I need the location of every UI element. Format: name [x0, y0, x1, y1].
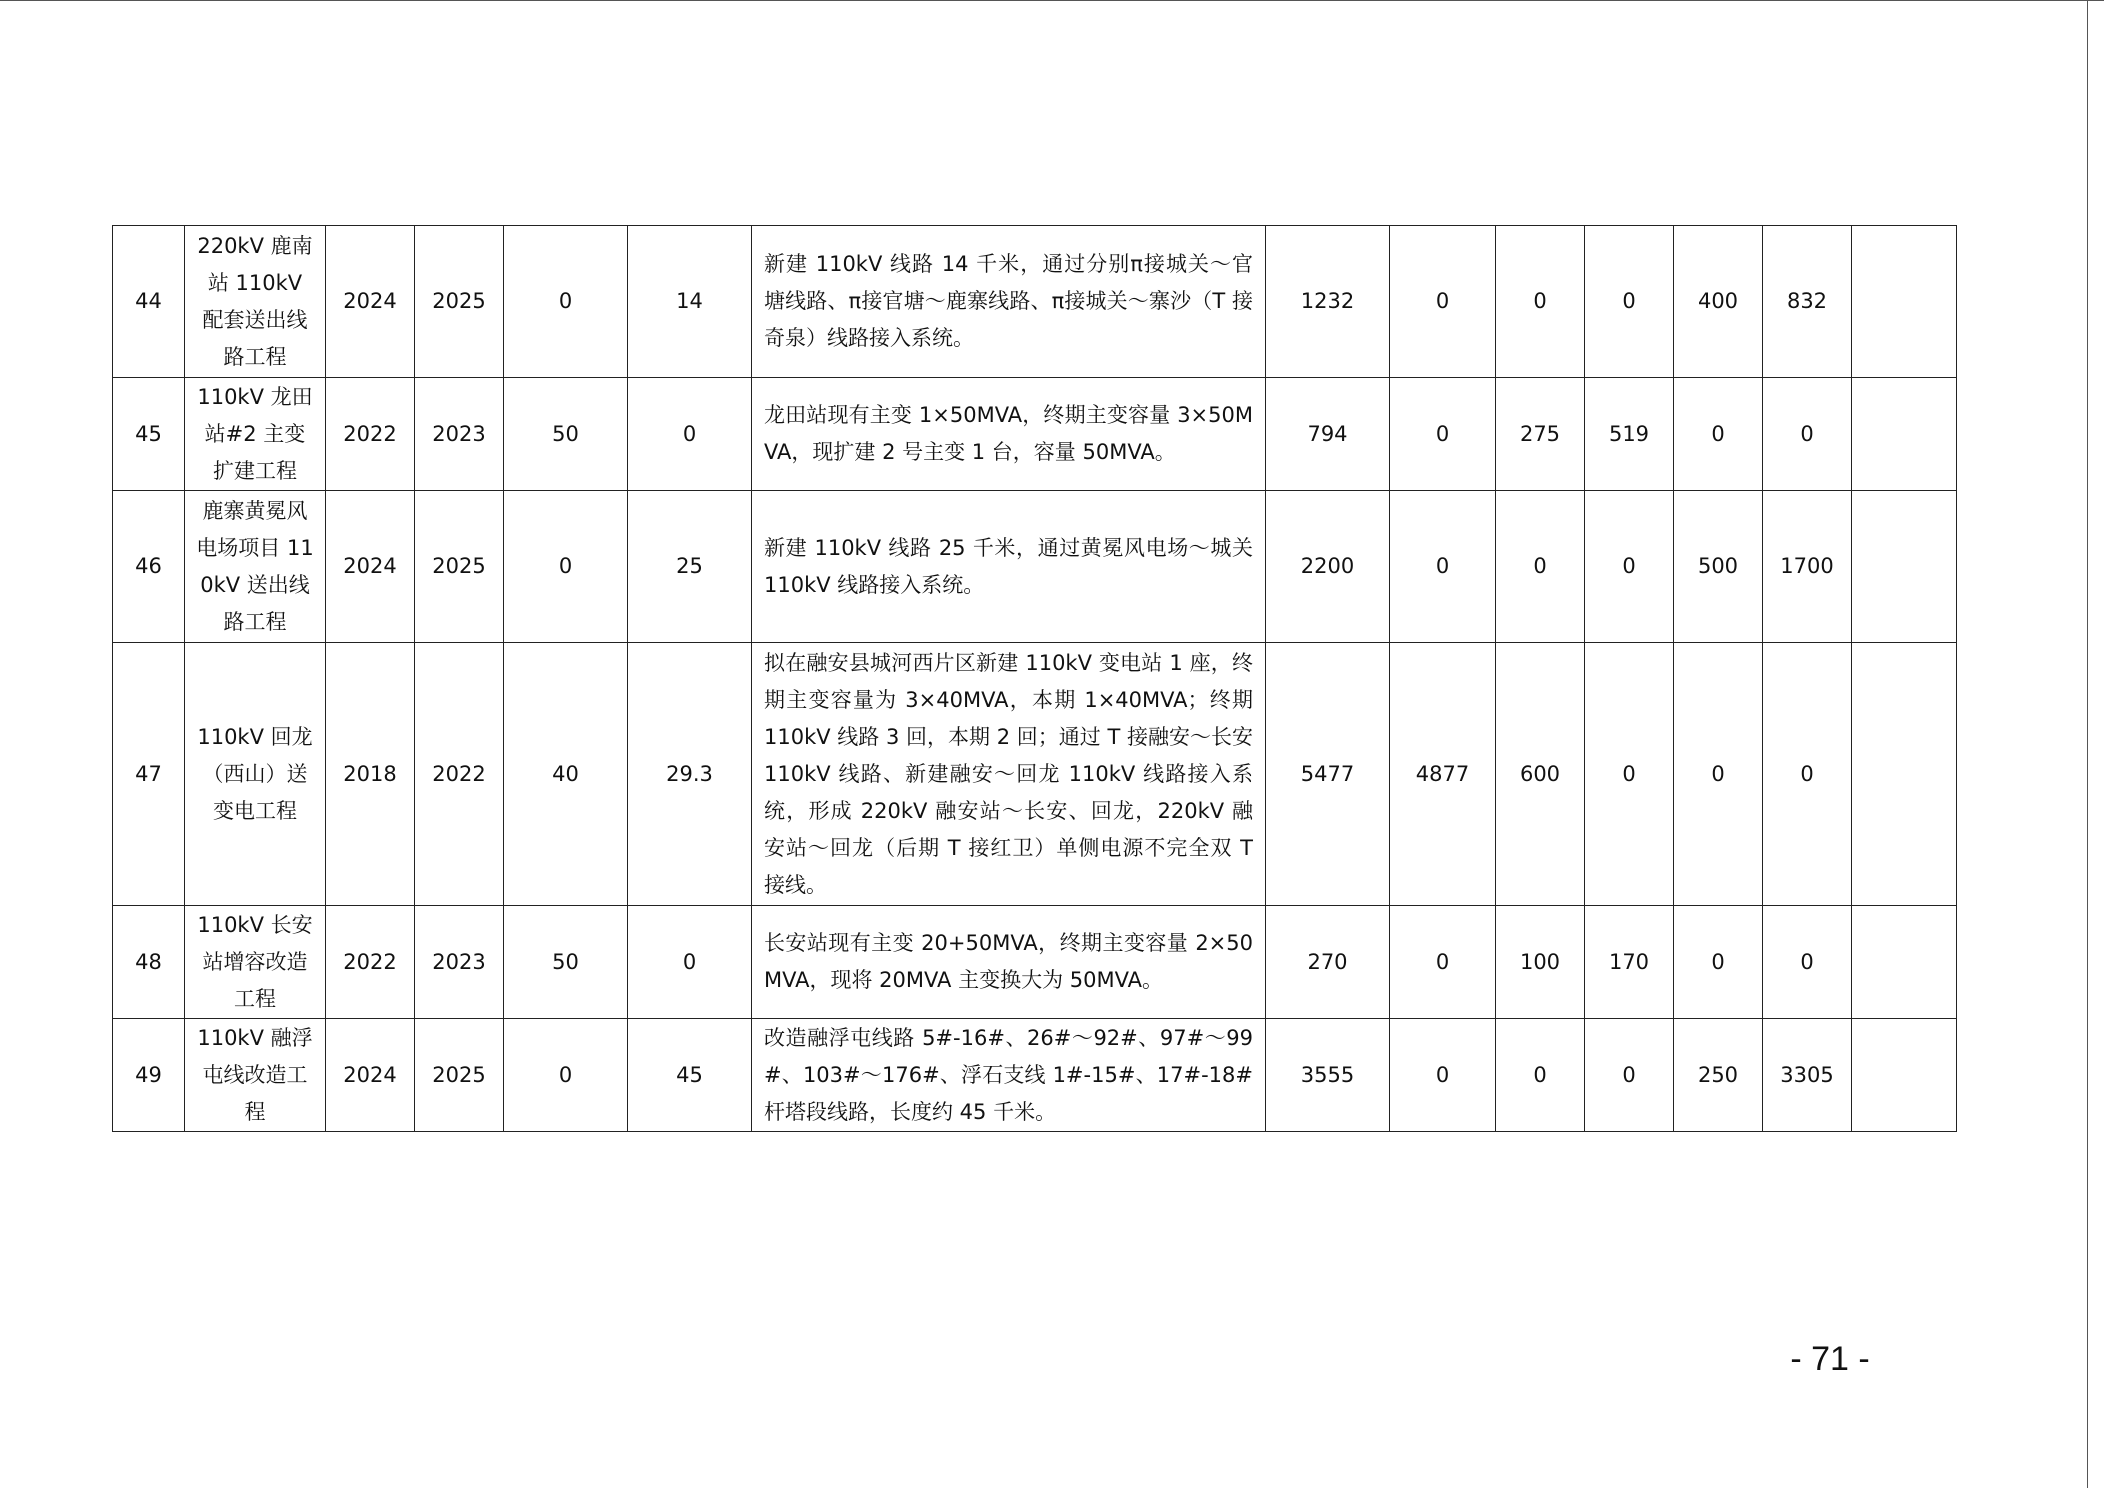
cell-end-year: 2025 [415, 1019, 504, 1132]
cell-total-investment: 1232 [1266, 226, 1390, 378]
page-right-border [2087, 0, 2088, 1488]
cell-value-5: 0 [1763, 378, 1852, 491]
cell-description: 拟在融安县城河西片区新建 110kV 变电站 1 座，终期主变容量为 3×40MVA，本期 1×40MVA；终期 110kV 线路 3 回，本期 2 回；通过 T 接融安～长安 110kV 线路、新建融安～回龙 110kV 线路接入系统，形成 220kV 融安站～长安、回龙，220kV 融安站～回龙（后期 T 接红卫）单侧电源不完全双 T 接线。 [752, 643, 1266, 906]
cell-value-1: 0 [1390, 906, 1496, 1019]
cell-project-name: 110kV 融浮屯线改造工程 [185, 1019, 326, 1132]
cell-end-year: 2025 [415, 226, 504, 378]
cell-capacity: 50 [504, 378, 628, 491]
cell-end-year: 2025 [415, 491, 504, 643]
cell-line-length: 0 [628, 906, 752, 1019]
cell-no: 45 [113, 378, 185, 491]
cell-total-investment: 794 [1266, 378, 1390, 491]
cell-project-name: 220kV 鹿南站 110kV 配套送出线路工程 [185, 226, 326, 378]
cell-value-3: 170 [1585, 906, 1674, 1019]
cell-note [1852, 226, 1957, 378]
cell-end-year: 2022 [415, 643, 504, 906]
cell-value-1: 0 [1390, 226, 1496, 378]
cell-line-length: 29.3 [628, 643, 752, 906]
cell-no: 44 [113, 226, 185, 378]
cell-total-investment: 2200 [1266, 491, 1390, 643]
page-top-border [0, 0, 2104, 1]
cell-value-1: 0 [1390, 1019, 1496, 1132]
page-number: - 71 - [1790, 1340, 1870, 1378]
cell-no: 49 [113, 1019, 185, 1132]
cell-line-length: 14 [628, 226, 752, 378]
cell-value-5: 3305 [1763, 1019, 1852, 1132]
cell-no: 48 [113, 906, 185, 1019]
project-table [112, 225, 1957, 1132]
cell-note [1852, 378, 1957, 491]
cell-value-5: 832 [1763, 226, 1852, 378]
cell-value-2: 100 [1496, 906, 1585, 1019]
cell-line-length: 45 [628, 1019, 752, 1132]
cell-capacity: 0 [504, 491, 628, 643]
cell-value-3: 0 [1585, 643, 1674, 906]
cell-note [1852, 906, 1957, 1019]
cell-value-1: 4877 [1390, 643, 1496, 906]
cell-description: 新建 110kV 线路 25 千米，通过黄冕风电场～城关 110kV 线路接入系统。 [752, 491, 1266, 643]
cell-value-4: 500 [1674, 491, 1763, 643]
cell-total-investment: 270 [1266, 906, 1390, 1019]
cell-description: 改造融浮屯线路 5#-16#、26#～92#、97#～99#、103#～176#、浮石支线 1#-15#、17#-18#杆塔段线路，长度约 45 千米。 [752, 1019, 1266, 1132]
cell-value-2: 600 [1496, 643, 1585, 906]
cell-end-year: 2023 [415, 906, 504, 1019]
cell-start-year: 2024 [326, 1019, 415, 1132]
cell-capacity: 0 [504, 1019, 628, 1132]
cell-value-4: 250 [1674, 1019, 1763, 1132]
cell-value-4: 0 [1674, 643, 1763, 906]
cell-no: 47 [113, 643, 185, 906]
cell-project-name: 110kV 长安站增容改造工程 [185, 906, 326, 1019]
cell-value-5: 0 [1763, 906, 1852, 1019]
table-row [113, 643, 1957, 906]
cell-value-5: 0 [1763, 643, 1852, 906]
cell-no: 46 [113, 491, 185, 643]
cell-value-2: 0 [1496, 1019, 1585, 1132]
cell-note [1852, 643, 1957, 906]
cell-value-3: 0 [1585, 491, 1674, 643]
cell-value-2: 0 [1496, 491, 1585, 643]
cell-value-5: 1700 [1763, 491, 1852, 643]
cell-value-3: 0 [1585, 1019, 1674, 1132]
cell-capacity: 50 [504, 906, 628, 1019]
cell-value-4: 0 [1674, 378, 1763, 491]
cell-value-3: 0 [1585, 226, 1674, 378]
cell-note [1852, 491, 1957, 643]
cell-line-length: 25 [628, 491, 752, 643]
cell-project-name: 110kV 回龙（西山）送变电工程 [185, 643, 326, 906]
cell-description: 新建 110kV 线路 14 千米，通过分别π接城关～官塘线路、π接官塘～鹿寨线路、π接城关～寨沙（T 接奇泉）线路接入系统。 [752, 226, 1266, 378]
cell-value-1: 0 [1390, 378, 1496, 491]
table-row [113, 1019, 1957, 1132]
cell-project-name: 110kV 龙田站#2 主变扩建工程 [185, 378, 326, 491]
cell-start-year: 2022 [326, 378, 415, 491]
cell-end-year: 2023 [415, 378, 504, 491]
cell-value-4: 0 [1674, 906, 1763, 1019]
cell-line-length: 0 [628, 378, 752, 491]
cell-value-3: 519 [1585, 378, 1674, 491]
cell-start-year: 2024 [326, 491, 415, 643]
cell-total-investment: 5477 [1266, 643, 1390, 906]
cell-value-4: 400 [1674, 226, 1763, 378]
cell-capacity: 40 [504, 643, 628, 906]
cell-start-year: 2022 [326, 906, 415, 1019]
cell-value-2: 275 [1496, 378, 1585, 491]
cell-capacity: 0 [504, 226, 628, 378]
table-row [113, 226, 1957, 378]
cell-project-name: 鹿寨黄冕风电场项目 110kV 送出线路工程 [185, 491, 326, 643]
cell-total-investment: 3555 [1266, 1019, 1390, 1132]
cell-note [1852, 1019, 1957, 1132]
cell-value-2: 0 [1496, 226, 1585, 378]
cell-start-year: 2024 [326, 226, 415, 378]
table-row [113, 378, 1957, 491]
cell-description: 龙田站现有主变 1×50MVA，终期主变容量 3×50MVA，现扩建 2 号主变 1 台，容量 50MVA。 [752, 378, 1266, 491]
cell-description: 长安站现有主变 20+50MVA，终期主变容量 2×50MVA，现将 20MVA 主变换大为 50MVA。 [752, 906, 1266, 1019]
table-row [113, 491, 1957, 643]
cell-start-year: 2018 [326, 643, 415, 906]
cell-value-1: 0 [1390, 491, 1496, 643]
table-row [113, 906, 1957, 1019]
